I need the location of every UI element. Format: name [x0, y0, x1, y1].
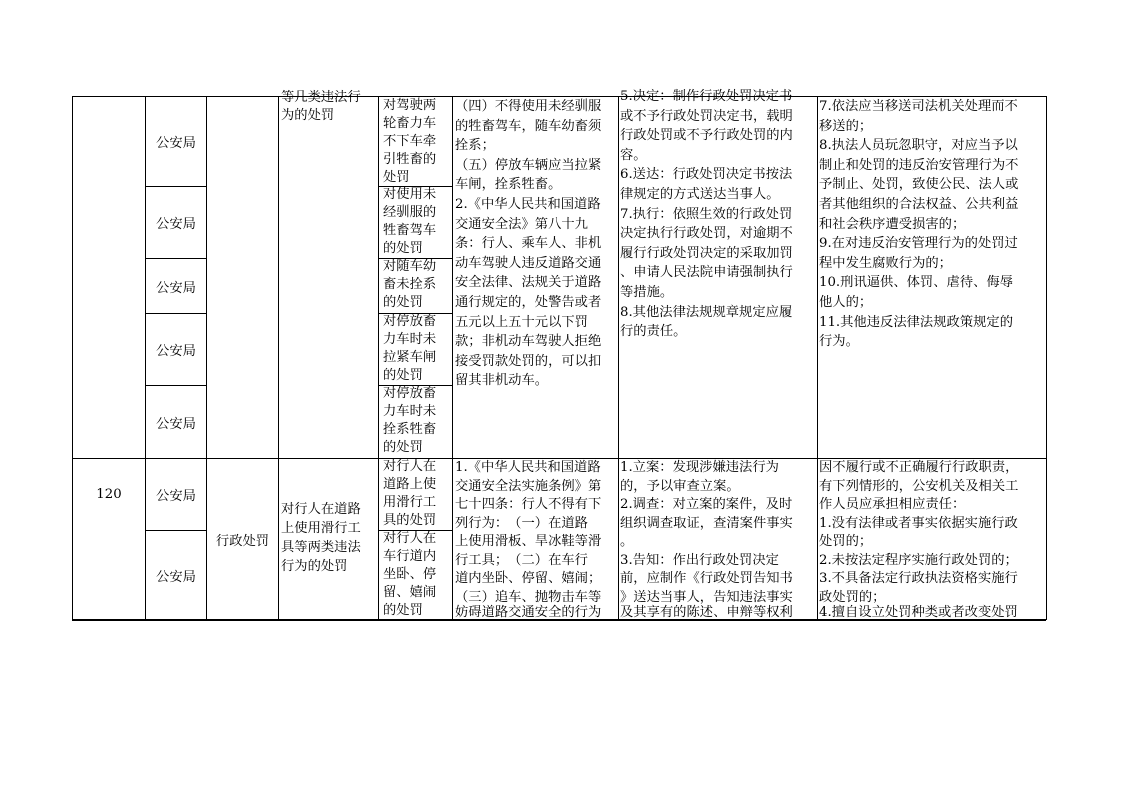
liability-line: 移送的； — [819, 118, 873, 134]
process-line: 2.调查：对立案的案件，及时 — [620, 497, 793, 512]
subitem-line: 轮畜力车 — [383, 116, 437, 131]
process-cell — [619, 89, 817, 458]
subitem-line: 牲畜驾车 — [383, 223, 437, 238]
liability-line: 有下列情形的，公安机关及相关工 — [819, 478, 1019, 494]
process-line: 或不予行政处罚决定书，载明 — [620, 108, 793, 124]
liability-line: 予制止、处罚，致使公民、法人或 — [819, 177, 1019, 193]
subitem-cell — [379, 259, 452, 313]
basis-line: 1.《中华人民共和国道路 — [455, 460, 601, 475]
subitem-line: 具的处罚 — [383, 513, 437, 528]
process-line: 等措施。 — [620, 285, 674, 300]
liability-line: 4.擅自设立处罚种类或者改变处罚 — [819, 605, 1018, 620]
process-line: 7.执行：依照生效的行政处罚 — [620, 206, 793, 222]
process-line: 3.告知：作出行政处罚决定 — [620, 552, 779, 568]
category-label: 行政处罚 — [215, 533, 270, 549]
subitem-line: 车行道内 — [383, 549, 437, 564]
subitem-line: 道路上使 — [383, 477, 437, 492]
basis-line: 安全法律、法规关于道路 — [455, 275, 602, 291]
process-line: 履行行政处罚决定的采取加罚 — [620, 245, 793, 261]
subitem-line: 的处罚 — [383, 368, 423, 383]
subitem-line: 的处罚 — [383, 440, 423, 455]
liability-line: 8.执法人员玩忽职守，对应当予以 — [819, 138, 1018, 154]
legal-basis-cell — [453, 97, 618, 458]
agency-label: 公安局 — [156, 489, 196, 504]
subitem-cell — [379, 531, 452, 619]
subitem-line: 引牲畜的 — [383, 152, 437, 167]
subitem-line: 对使用未 — [383, 187, 437, 202]
process-line: 容。 — [620, 147, 647, 163]
subitem-line: 处罚 — [383, 170, 410, 185]
subitem-line: 对行人在 — [383, 531, 437, 546]
subitem-line: 用滑行工 — [383, 495, 437, 510]
liability-line: 2.未按法定程序实施行政处罚的； — [819, 552, 1018, 568]
process-line: 前，应制作《行政处罚告知书 — [620, 571, 793, 586]
process-line: 8.其他法律法规规章规定应履 — [620, 304, 793, 320]
subitem-line: 不下车牵 — [383, 134, 437, 149]
process-line: 5.决定：制作行政处罚决定书 — [620, 89, 793, 104]
item-name-line: 具等两类违法 — [281, 540, 361, 555]
basis-line: 上使用滑板、旱冰鞋等滑 — [455, 534, 602, 549]
basis-line: 道内坐卧、停留、嬉闹； — [455, 571, 602, 586]
liability-line: 者其他组织的合法权益、公共利益 — [819, 197, 1019, 212]
subitem-cell — [379, 459, 452, 530]
liability-line: 10.刑讯逼供、体罚、虐待、侮辱 — [819, 275, 1014, 291]
liability-cell — [818, 97, 1046, 458]
agency-label: 公安局 — [156, 136, 196, 151]
agency-cell — [146, 531, 206, 619]
subitem-line: 对随车幼 — [383, 259, 437, 274]
subitem-cell — [379, 386, 452, 458]
row-number-cell — [73, 459, 145, 530]
subitem-line: 的处罚 — [383, 241, 423, 256]
liability-line: 政处罚的； — [819, 589, 886, 605]
basis-line: 2.《中华人民共和国道路 — [455, 197, 601, 212]
process-line: 行的责任。 — [620, 324, 687, 340]
agency-cell — [146, 259, 206, 313]
liability-line: 制止和处罚的违反治安管理行为不 — [819, 157, 1019, 173]
subitem-line: 坐卧、停 — [383, 567, 437, 582]
item-name-line: 上使用滑行工 — [281, 521, 361, 536]
basis-line: 妨碍道路交通安全的行为 — [455, 605, 602, 620]
process-line: 决定执行行政处罚，对逾期不 — [620, 226, 793, 242]
agency-label: 公安局 — [156, 280, 196, 296]
item-name-line: 行为的处罚 — [281, 559, 348, 574]
process-line: 6.送达：行政处罚决定书按法 — [620, 167, 793, 183]
liability-line: 他人的； — [819, 295, 873, 310]
basis-line: 的牲畜驾车，随车幼畜须 — [455, 118, 602, 134]
basis-line: 列行为： （一）在道路 — [455, 515, 588, 531]
agency-cell — [146, 459, 206, 530]
agency-cell — [146, 314, 206, 385]
process-cell — [619, 459, 817, 619]
item-name-cell — [279, 459, 378, 619]
process-line: 及其享有的陈述、申辩等权利 — [620, 605, 793, 620]
basis-line: （四）不得使用未经驯服 — [455, 99, 602, 114]
basis-line: 交通安全法》第八十九 — [455, 216, 588, 232]
row-number: 120 — [96, 487, 122, 502]
category-cell — [207, 459, 278, 619]
subitem-line: 的处罚 — [383, 295, 423, 310]
basis-line: 七十四条：行人不得有下 — [455, 497, 602, 512]
subitem-line: 经驯服的 — [383, 205, 437, 220]
basis-line: （五）停放车辆应当拉紧 — [455, 157, 602, 173]
item-name-cell — [279, 90, 378, 458]
basis-line: 款；非机动车驾驶人拒绝 — [455, 334, 602, 350]
basis-line: 留其非机动车。 — [455, 373, 549, 389]
subitem-line: 力车时未 — [383, 332, 437, 347]
basis-line: 拴系； — [455, 138, 495, 154]
agency-cell — [146, 386, 206, 458]
basis-line: 接受罚款处罚的，可以扣 — [455, 353, 602, 369]
basis-line: 交通安全法实施条例》第 — [455, 478, 602, 494]
liability-line: 处罚的； — [819, 534, 873, 549]
item-name-line: 为的处罚 — [281, 108, 335, 123]
liability-line: 和社会秩序遭受损害的； — [819, 216, 966, 232]
subitem-line: 对停放畜 — [383, 314, 437, 329]
basis-line: 条：行人、乘车人、非机 — [455, 236, 602, 252]
agency-cell — [146, 187, 206, 258]
process-line: 律规定的方式送达当事人。 — [620, 187, 780, 202]
subitem-cell — [379, 314, 452, 385]
subitem-line: 对停放畜 — [383, 386, 437, 401]
subitem-line: 畜未拴系 — [383, 277, 437, 292]
agency-label: 公安局 — [156, 217, 196, 232]
item-name-line: 对行人在道路 — [281, 502, 361, 517]
subitem-line: 拉紧车闸 — [383, 350, 437, 365]
item-name-line: 等几类违法行 — [281, 90, 361, 105]
subitem-line: 力车时未 — [383, 404, 437, 419]
liability-line: 11.其他违反法律法规政策规定的 — [819, 314, 1014, 330]
basis-line: 动车驾驶人违反道路交通 — [455, 255, 602, 271]
process-line: 。 — [620, 534, 634, 549]
basis-line: 行工具； （二）在车行 — [455, 552, 588, 568]
process-line: 、申请人民法院申请强制执行 — [620, 265, 793, 281]
liability-line: 作人员应承担相应责任： — [819, 497, 966, 512]
liability-line: 3.不具备法定行政执法资格实施行 — [819, 571, 1018, 586]
liability-line: 1.没有法律或者事实依据实施行政 — [819, 515, 1018, 531]
process-line: 的，予以审查立案。 — [620, 478, 740, 494]
agency-label: 公安局 — [156, 569, 196, 585]
process-line: 1.立案：发现涉嫌违法行为 — [620, 460, 779, 475]
agency-label: 公安局 — [156, 344, 196, 359]
basis-line: 通行规定的，处警告或者 — [455, 295, 602, 310]
liability-line: 程中发生腐败行为的； — [819, 255, 952, 271]
basis-line: （三）追车、抛物击车等 — [455, 589, 602, 605]
legal-basis-cell — [453, 459, 618, 619]
basis-line: 五元以上五十元以下罚 — [455, 314, 588, 330]
subitem-line: 留、嬉闹 — [383, 585, 437, 600]
subitem-line: 对驾驶两 — [383, 98, 437, 113]
liability-line: 7.依法应当移送司法机关处理而不 — [819, 99, 1018, 114]
process-line: 》送达当事人，告知违法事实 — [620, 589, 793, 605]
liability-cell — [818, 459, 1046, 619]
liability-line: 因不履行或不正确履行行政职责， — [819, 460, 1019, 475]
subitem-cell — [379, 187, 452, 258]
basis-line: 车闸，拴系牲畜。 — [455, 177, 562, 193]
subitem-line: 对行人在 — [383, 459, 437, 474]
liability-line: 9.在对违反治安管理行为的处罚过 — [819, 236, 1018, 252]
subitem-cell — [379, 97, 452, 186]
subitem-line: 拴系牲畜 — [383, 422, 437, 437]
liability-line: 行为。 — [819, 334, 859, 350]
agency-label: 公安局 — [156, 416, 196, 432]
subitem-line: 的处罚 — [383, 603, 423, 618]
process-line: 组织调查取证，查清案件事实 — [620, 515, 793, 531]
process-line: 行政处罚或不予行政处罚的内 — [620, 128, 793, 144]
agency-cell — [146, 97, 206, 186]
